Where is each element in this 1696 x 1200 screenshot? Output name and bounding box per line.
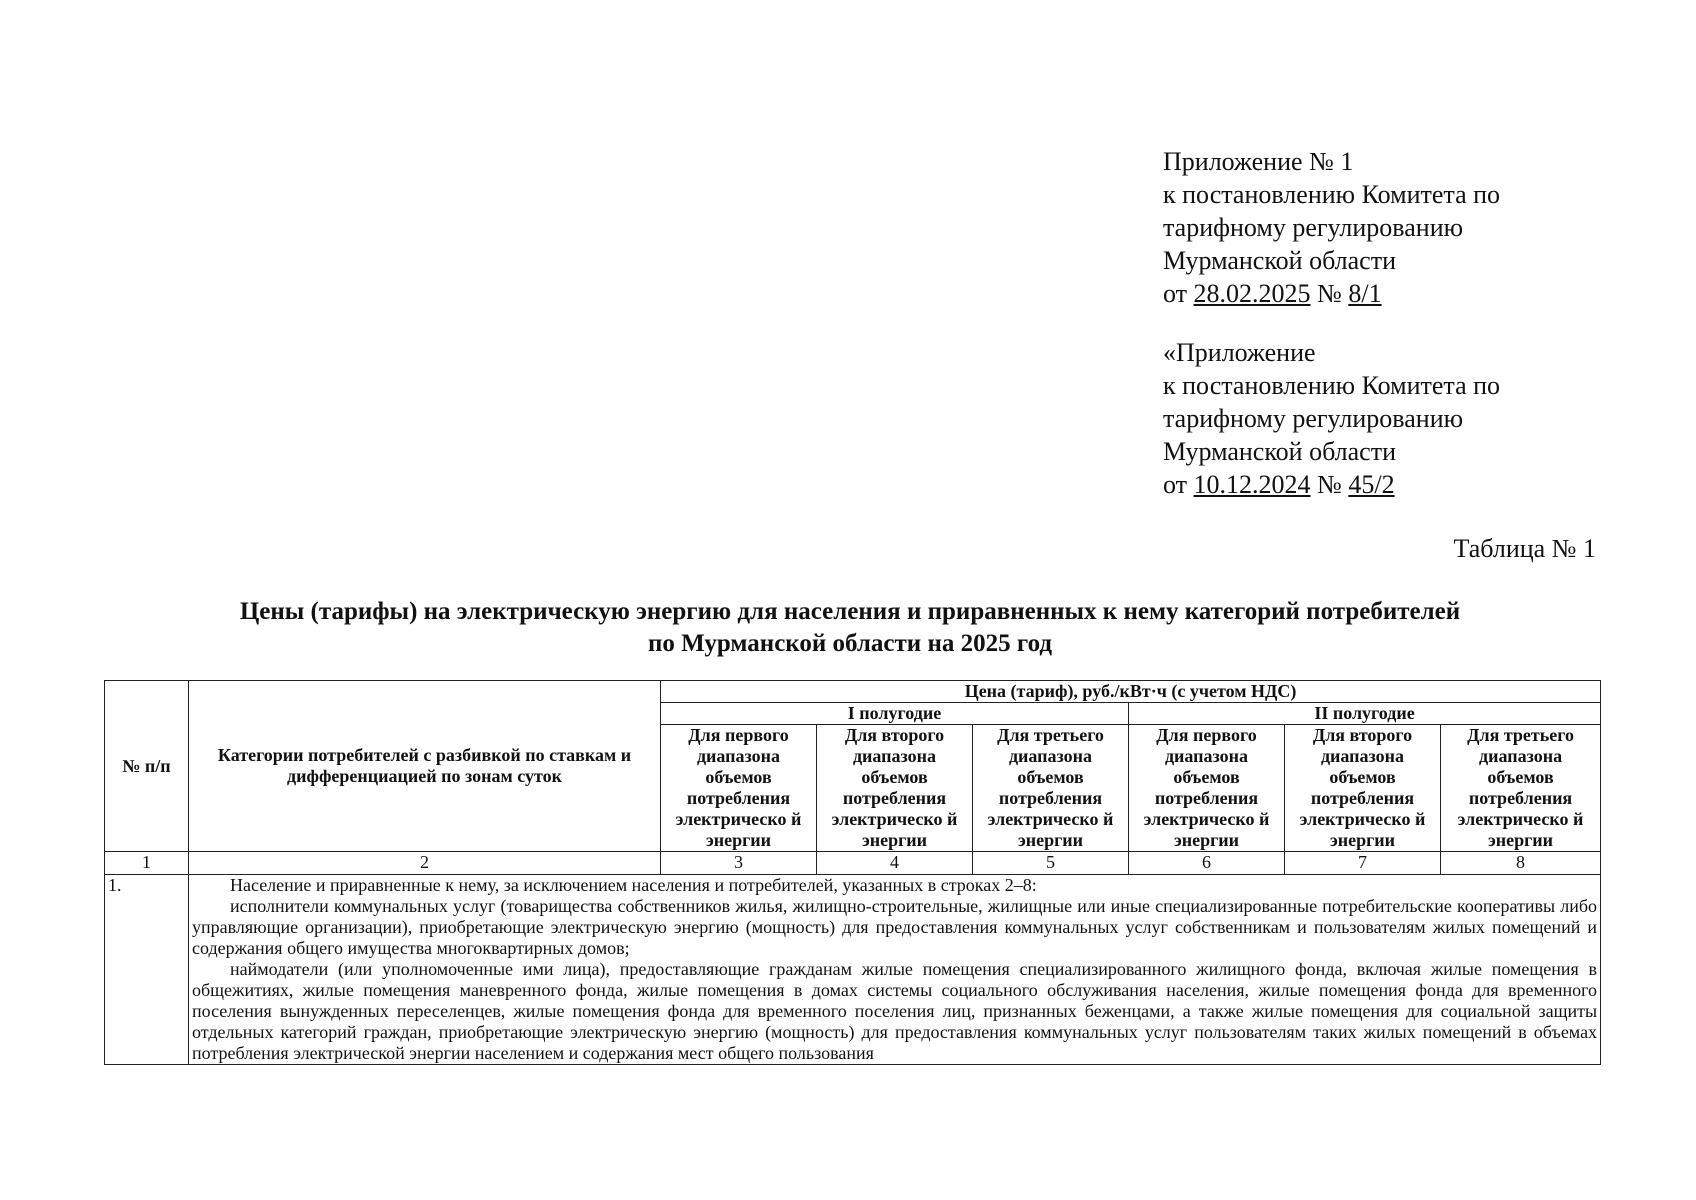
row-paragraph-1: Население и приравненные к нему, за исключением населения и потребителей, указанных в строках 2–8: <box>230 875 1037 895</box>
column-number: 4 <box>817 852 973 875</box>
annex-2-number-prefix: № <box>1317 470 1342 499</box>
annex-1-date-prefix: от <box>1163 279 1188 308</box>
header-half-2: II полугодие <box>1129 703 1601 725</box>
column-number: 7 <box>1285 852 1441 875</box>
annex-2-date-prefix: от <box>1163 470 1188 499</box>
header-h1-range-third: Для третьего диапазона объемов потребления электрическо й энергии <box>973 725 1129 852</box>
annex-1-date-line <box>1163 277 1500 310</box>
annex-1-number: 8/1 <box>1348 279 1382 308</box>
row-category-text <box>189 875 1601 1065</box>
annex-2-header <box>1163 336 1500 501</box>
annex-1-line4: Мурманской области <box>1163 246 1396 275</box>
header-h1-range-second: Для второго диапазона объемов потребления электрическо й энергии <box>817 725 973 852</box>
annex-1-line1: Приложение № 1 <box>1163 147 1354 176</box>
annex-1-line2: к постановлению Комитета по <box>1163 180 1501 209</box>
annex-2-date-line <box>1163 468 1500 501</box>
header-number: № п/п <box>105 681 189 852</box>
annex-2-line3: тарифному регулированию <box>1163 404 1464 433</box>
column-number: 3 <box>661 852 817 875</box>
annex-1-date: 28.02.2025 <box>1193 279 1311 308</box>
document-title-line2: по Мурманской области на 2025 год <box>647 630 1053 657</box>
row-number: 1. <box>105 875 189 1065</box>
column-number: 2 <box>189 852 661 875</box>
header-h2-range-second: Для второго диапазона объемов потребления электрическо й энергии <box>1285 725 1441 852</box>
table-label: Таблица № 1 <box>1453 534 1596 563</box>
annex-2-line4: Мурманской области <box>1163 437 1396 466</box>
annex-1-line3: тарифному регулированию <box>1163 213 1464 242</box>
annex-1-header <box>1163 145 1500 310</box>
document-title-line1: Цены (тарифы) на электрическую энергию для населения и приравненных к нему категорий потребителей <box>239 598 1461 625</box>
header-price: Цена (тариф), руб./кВт·ч (с учетом НДС) <box>661 681 1601 703</box>
annex-1-number-prefix: № <box>1317 279 1342 308</box>
table-row <box>105 875 1601 1065</box>
column-number: 6 <box>1129 852 1285 875</box>
column-number-row <box>105 852 1601 875</box>
annex-2-number: 45/2 <box>1348 470 1395 499</box>
annex-2-line2: к постановлению Комитета по <box>1163 371 1501 400</box>
row-paragraph-3: наймодатели (или уполномоченные ими лица), предоставляющие гражданам жилые помещения специализированного жилищного фонда, включая жилые помещения в общежитиях, жилые помещения маневренного фонда, жилые помещения в домах системы социального обслуживания населения, жилые помещения фонда для временного поселения вынужденных переселенцев, жилые помещения фонда для временного поселения лиц, признанных беженцами, а также жилые помещения для социальной защиты отдельных категорий граждан, приобретающие электрическую энергию (мощность) для предоставления коммунальных услуг пользователям таких жилых помещений в объемах потребления электрической энергии населением и содержания мест общего пользования <box>192 959 1598 1063</box>
header-half-1: I полугодие <box>661 703 1129 725</box>
header-h2-range-first: Для первого диапазона объемов потребления электрическо й энергии <box>1129 725 1285 852</box>
annex-2-line1: «Приложение <box>1163 338 1316 367</box>
row-paragraph-2: исполнители коммунальных услуг (товарищества собственников жилья, жилищно-строительные, жилищные или иные специализированные потребительские кооперативы либо управляющие организации), приобретающие электрическую энергию (мощность) для предоставления коммунальных услуг собственникам и пользователям жилых помещений и содержания общего имущества многоквартирных домов; <box>192 896 1598 958</box>
header-h1-range-first: Для первого диапазона объемов потребления электрическо й энергии <box>661 725 817 852</box>
annex-2-date: 10.12.2024 <box>1193 470 1311 499</box>
header-h2-range-third: Для третьего диапазона объемов потребления электрическо й энергии <box>1441 725 1601 852</box>
tariff-table <box>104 680 1601 1065</box>
header-row-1 <box>105 681 1601 703</box>
document-title <box>100 596 1600 660</box>
column-number: 5 <box>973 852 1129 875</box>
column-number: 8 <box>1441 852 1601 875</box>
header-category: Категории потребителей с разбивкой по ставкам и дифференциацией по зонам суток <box>189 681 661 852</box>
column-number: 1 <box>105 852 189 875</box>
